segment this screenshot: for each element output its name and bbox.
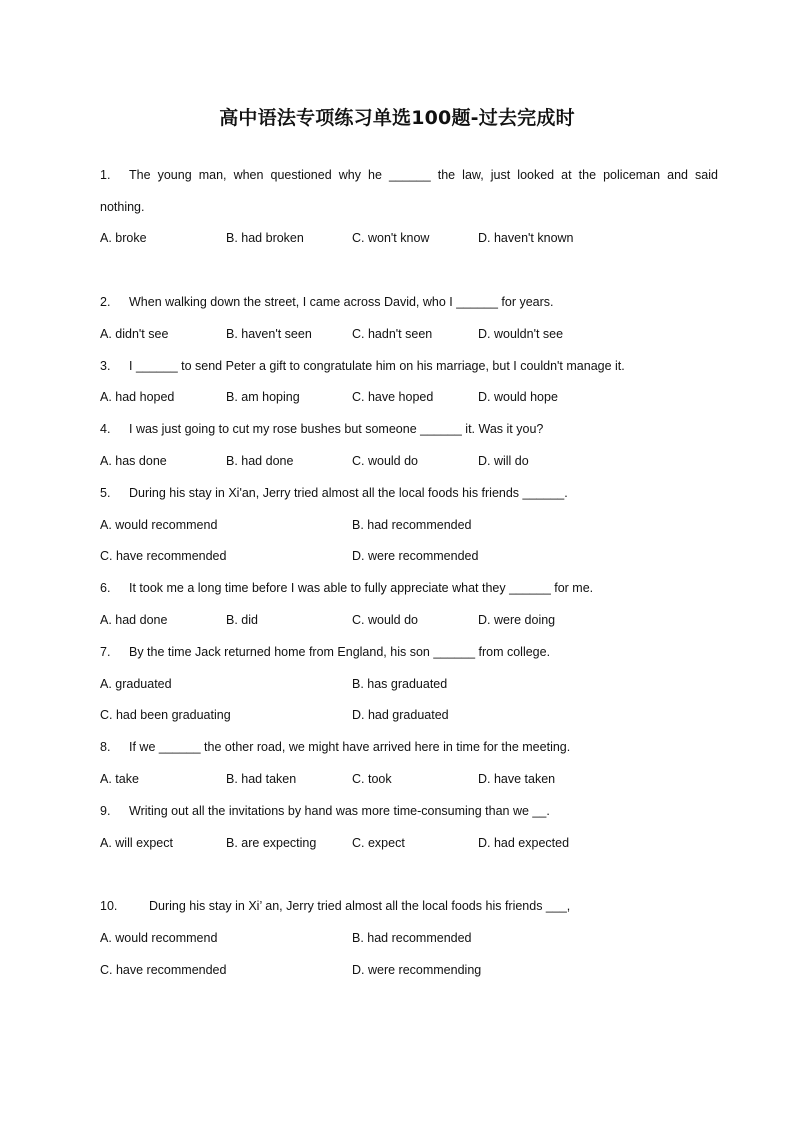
option-d: D. had graduated — [352, 708, 449, 722]
option-d: D. were doing — [478, 613, 556, 627]
option-c: C. took — [352, 772, 392, 786]
option-a: A. graduated — [100, 677, 172, 691]
question-3 — [100, 358, 718, 374]
option-a: A. would recommend — [100, 518, 218, 532]
option-a: A. would recommend — [100, 931, 218, 945]
option-d: D. were recommended — [352, 549, 479, 563]
question-text: During his stay in Xi’ an, Jerry tried almost all the local foods his friends ___, — [149, 899, 571, 913]
option-a: A. has done — [100, 454, 167, 468]
option-a: A. will expect — [100, 836, 173, 850]
option-b: B. had recommended — [352, 518, 472, 532]
question-text: When walking down the street, I came across David, who I ______ for years. — [129, 295, 554, 309]
question-7 — [100, 644, 718, 660]
page-title: 高中语法专项练习单选100题-过去完成时 — [219, 107, 575, 129]
option-c: C. hadn't seen — [352, 327, 433, 341]
option-b: B. did — [226, 613, 258, 627]
option-d: D. will do — [478, 454, 529, 468]
option-b: B. had broken — [226, 231, 304, 245]
option-b: B. had recommended — [352, 931, 472, 945]
question-text: Writing out all the invitations by hand was more time-consuming than we __. — [129, 804, 550, 818]
question-number: 3. — [100, 359, 111, 373]
option-b: B. am hoping — [226, 390, 300, 404]
option-d: D. had expected — [478, 836, 570, 850]
option-a: A. broke — [100, 231, 147, 245]
question-2 — [100, 294, 718, 310]
question-4 — [100, 421, 718, 437]
question-text: During his stay in Xi'an, Jerry tried almost all the local foods his friends ______. — [129, 486, 568, 500]
option-d: D. haven't known — [478, 231, 574, 245]
option-a: A. take — [100, 772, 139, 786]
question-8 — [100, 739, 718, 755]
question-number: 8. — [100, 740, 111, 754]
question-10 — [100, 898, 718, 914]
question-9 — [100, 803, 718, 819]
question-number: 9. — [100, 804, 111, 818]
option-a: A. had hoped — [100, 390, 175, 404]
option-d: D. would hope — [478, 390, 558, 404]
option-d: D. were recommending — [352, 963, 482, 977]
question-number: 2. — [100, 295, 111, 309]
option-c: C. have recommended — [100, 549, 227, 563]
question-1 — [100, 167, 718, 183]
option-b: B. are expecting — [226, 836, 317, 850]
option-d: D. have taken — [478, 772, 556, 786]
question-text: I ______ to send Peter a gift to congratulate him on his marriage, but I couldn't manage it. — [129, 359, 625, 373]
question-text: If we ______ the other road, we might have arrived here in time for the meeting. — [129, 740, 571, 754]
question-number: 1. — [100, 168, 111, 182]
question-number: 4. — [100, 422, 111, 436]
question-text: I was just going to cut my rose bushes but someone ______ it. Was it you? — [129, 422, 544, 436]
option-b: B. had taken — [226, 772, 297, 786]
question-text: The young man, when questioned why he ______ the law, just looked at the policeman and said — [129, 168, 718, 182]
option-b: B. had done — [226, 454, 294, 468]
question-text: It took me a long time before I was able to fully appreciate what they ______ for me. — [129, 581, 594, 595]
question-number: 10. — [100, 899, 118, 913]
question-6 — [100, 580, 718, 596]
option-d: D. wouldn't see — [478, 327, 564, 341]
option-c: C. would do — [352, 454, 419, 468]
option-c: C. won't know — [352, 231, 430, 245]
question-5 — [100, 485, 718, 501]
option-c: C. had been graduating — [100, 708, 231, 722]
option-c: C. would do — [352, 613, 419, 627]
question-text: By the time Jack returned home from England, his son ______ from college. — [129, 645, 551, 659]
option-a: A. didn't see — [100, 327, 169, 341]
question-1-continuation: nothing. — [100, 200, 145, 214]
option-c: C. expect — [352, 836, 405, 850]
option-b: B. haven't seen — [226, 327, 312, 341]
option-b: B. has graduated — [352, 677, 448, 691]
option-a: A. had done — [100, 613, 168, 627]
question-number: 5. — [100, 486, 111, 500]
option-c: C. have recommended — [100, 963, 227, 977]
question-number: 7. — [100, 645, 111, 659]
question-number: 6. — [100, 581, 111, 595]
option-c: C. have hoped — [352, 390, 434, 404]
